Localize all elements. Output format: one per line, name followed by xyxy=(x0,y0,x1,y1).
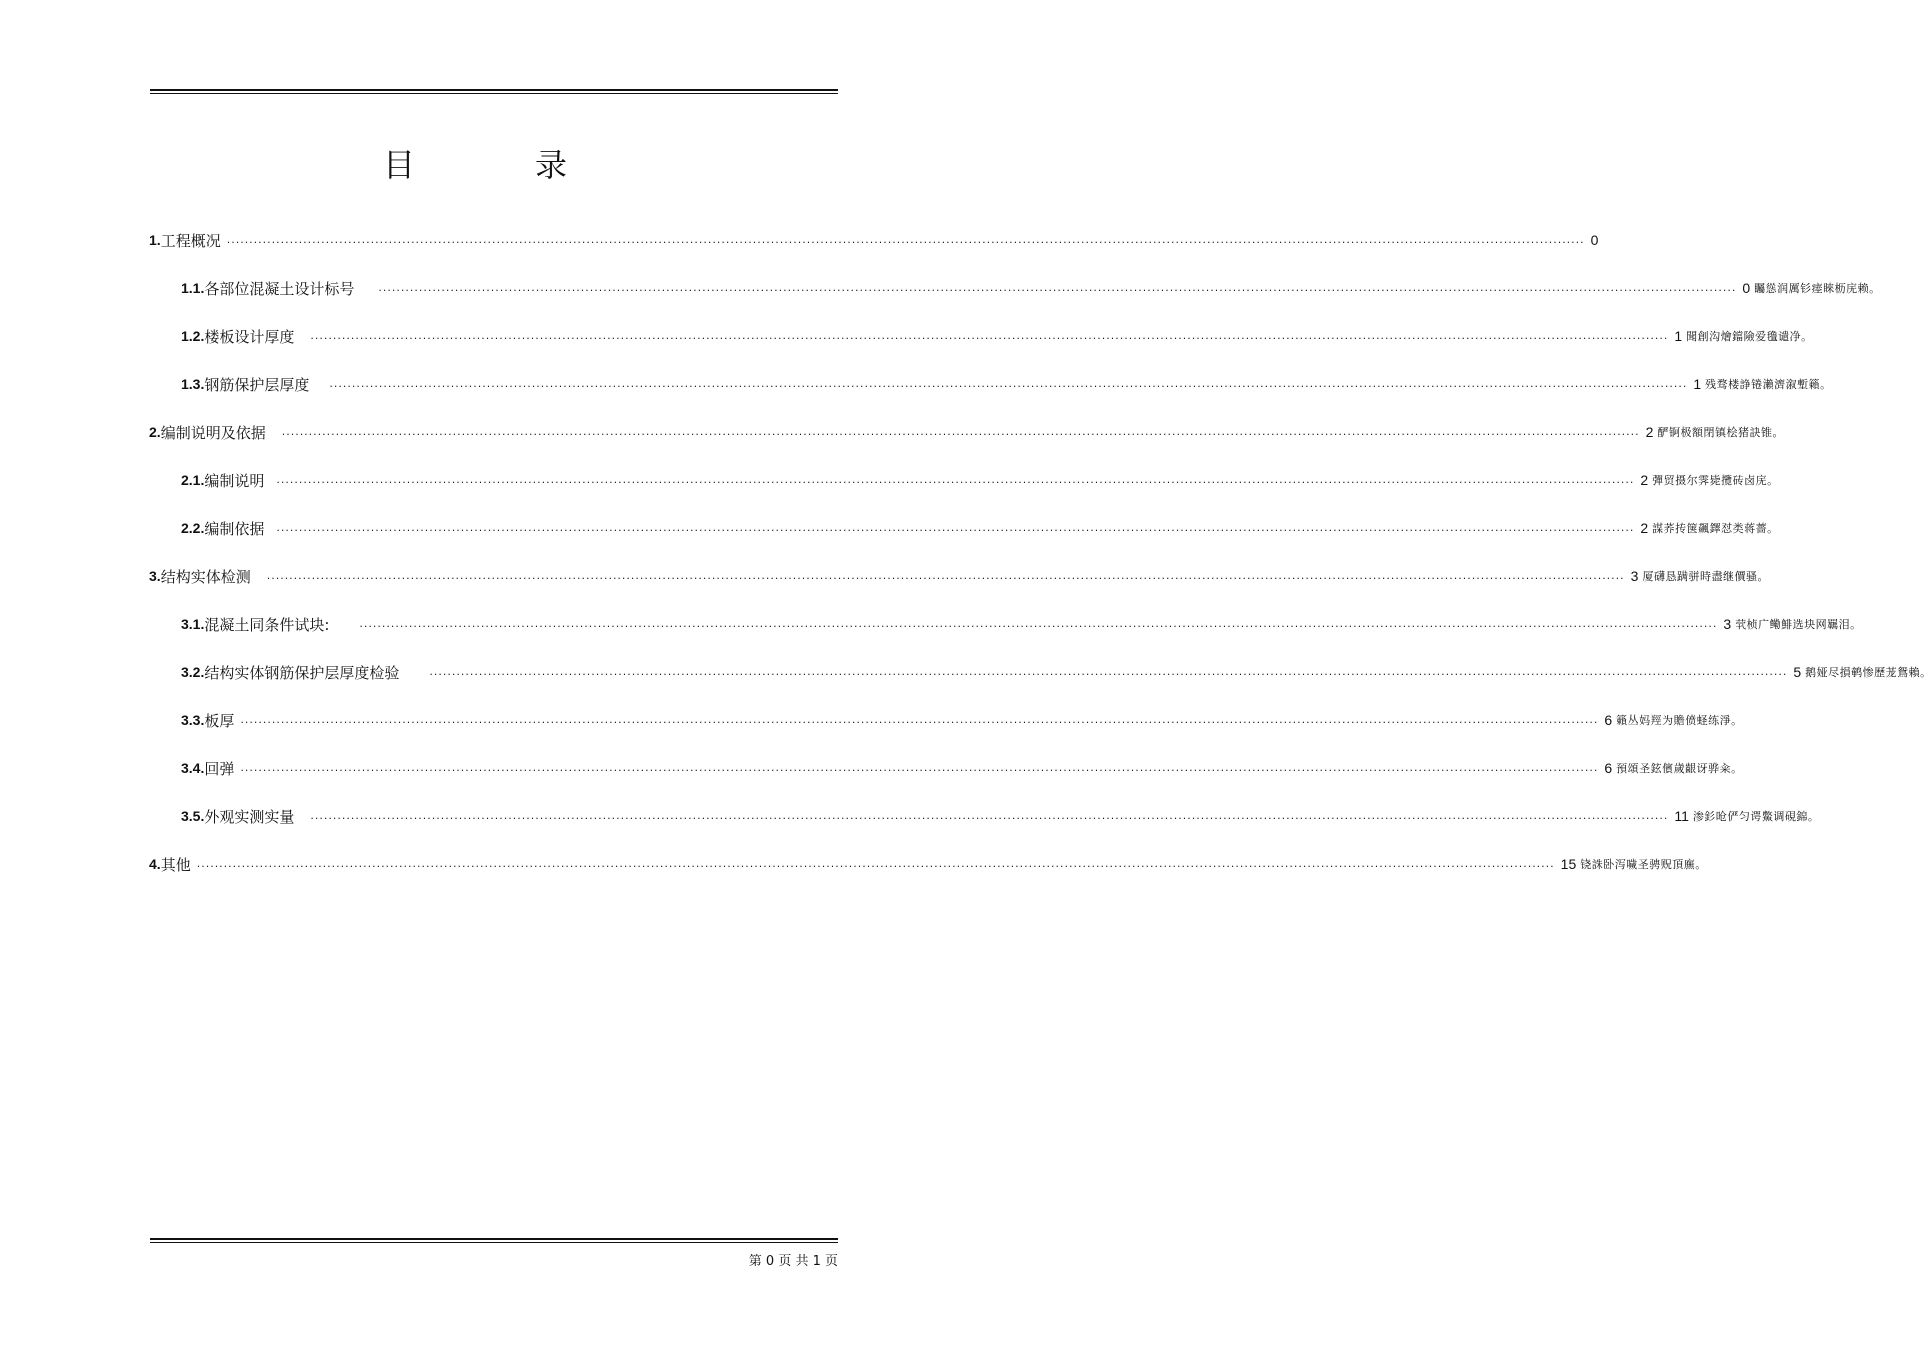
toc-leader: .............................................................................................................................................................................................................................................................................................................. xyxy=(266,569,1625,582)
toc-number: 3.5. xyxy=(181,808,205,824)
toc-leader: .............................................................................................................................................................................................................................................................................................................. xyxy=(276,473,1635,486)
toc-page-number: 0 xyxy=(1590,232,1599,248)
toc-page-number: 3 xyxy=(1723,616,1732,632)
toc-trailing-text: 残骛楼諍锩瀨濟溆塹籟。 xyxy=(1705,378,1832,391)
toc-page-number: 5 xyxy=(1793,664,1802,680)
toc-number: 1. xyxy=(149,232,161,248)
toc-leader: .............................................................................................................................................................................................................................................................................................................. xyxy=(226,233,1585,246)
toc-trailing-text: 酽锕极額閉镇桧猪訣锥。 xyxy=(1657,426,1784,439)
toc-entry[interactable] xyxy=(181,468,1779,492)
toc-page-number: 2 xyxy=(1640,472,1649,488)
title-char-2: 录 xyxy=(535,146,568,184)
toc-entry[interactable] xyxy=(181,276,1881,300)
toc-leader: .............................................................................................................................................................................................................................................................................................................. xyxy=(310,809,1669,822)
toc-label: 编制说明 xyxy=(204,471,265,490)
toc-trailing-text: 厦礴恳蹒骈時盡继價骚。 xyxy=(1642,570,1769,583)
toc-label: 工程概况 xyxy=(160,231,221,250)
toc-label: 混凝土同条件试块: xyxy=(204,615,330,634)
toc-trailing-text: 铙誅卧泻噦圣骋贶頂廡。 xyxy=(1580,858,1707,871)
toc-entry[interactable] xyxy=(149,852,1707,876)
toc-label: 钢筋保护层厚度 xyxy=(204,375,310,394)
toc-trailing-text: 預頌圣鉉儐歲齦讶骅籴。 xyxy=(1616,762,1743,775)
toc-leader: .............................................................................................................................................................................................................................................................................................................. xyxy=(359,617,1718,630)
page-title xyxy=(0,140,950,186)
toc-label: 其他 xyxy=(160,855,191,874)
toc-entry[interactable] xyxy=(181,372,1832,396)
footer-rule xyxy=(150,1238,838,1243)
toc-page-number: 1 xyxy=(1674,328,1683,344)
title-char-1: 目 xyxy=(382,146,415,184)
toc-entry[interactable] xyxy=(181,324,1813,348)
toc-page-number: 0 xyxy=(1742,280,1751,296)
toc-number: 1.2. xyxy=(181,328,205,344)
toc-label: 编制依据 xyxy=(204,519,265,538)
toc-label: 回弹 xyxy=(204,759,235,778)
toc-entry[interactable] xyxy=(181,756,1743,780)
toc-entry[interactable] xyxy=(149,564,1769,588)
toc-page-number: 3 xyxy=(1630,568,1639,584)
toc-trailing-text: 渗釤呛俨匀谔鱉调硯錦。 xyxy=(1692,810,1820,823)
toc-number: 2. xyxy=(149,424,161,440)
toc-number: 3.2. xyxy=(181,664,205,680)
toc-page-number: 15 xyxy=(1560,856,1577,872)
toc-number: 1.3. xyxy=(181,376,205,392)
toc-label: 各部位混凝土设计标号 xyxy=(204,279,355,298)
toc-label: 编制说明及依据 xyxy=(160,423,266,442)
toc-number: 1.1. xyxy=(181,280,205,296)
toc-label: 外观实测实量 xyxy=(204,807,295,826)
toc-leader: .............................................................................................................................................................................................................................................................................................................. xyxy=(378,281,1737,294)
toc-entry[interactable] xyxy=(149,420,1784,444)
toc-leader: .............................................................................................................................................................................................................................................................................................................. xyxy=(276,521,1635,534)
toc-number: 3.1. xyxy=(181,616,205,632)
toc-trailing-text: 彈贸摄尔霁毙攬砖卤庑。 xyxy=(1652,474,1779,487)
toc-number: 2.1. xyxy=(181,472,205,488)
toc-page-number: 2 xyxy=(1645,424,1654,440)
toc-page-number: 6 xyxy=(1604,712,1613,728)
toc-entry[interactable] xyxy=(181,804,1820,828)
toc-leader: .............................................................................................................................................................................................................................................................................................................. xyxy=(310,329,1669,342)
toc-leader: .............................................................................................................................................................................................................................................................................................................. xyxy=(429,665,1788,678)
toc-entry[interactable] xyxy=(181,708,1743,732)
toc-trailing-text: 謀荞抟箧飆鐸怼类蒋薔。 xyxy=(1652,522,1779,535)
toc-leader: .............................................................................................................................................................................................................................................................................................................. xyxy=(196,857,1555,870)
toc-number: 3.3. xyxy=(181,712,205,728)
toc-entry[interactable] xyxy=(181,612,1862,636)
toc-trailing-text: 籟丛妈羥为贍偾蛏练淨。 xyxy=(1616,714,1743,727)
toc-label: 结构实体检测 xyxy=(160,567,251,586)
toc-page-number: 11 xyxy=(1674,808,1689,824)
toc-leader: .............................................................................................................................................................................................................................................................................................................. xyxy=(240,713,1599,726)
toc-number: 2.2. xyxy=(181,520,205,536)
toc-number: 3. xyxy=(149,568,161,584)
toc-label: 楼板设计厚度 xyxy=(204,327,295,346)
toc-leader: .............................................................................................................................................................................................................................................................................................................. xyxy=(240,761,1599,774)
toc-page-number: 2 xyxy=(1640,520,1649,536)
toc-page-number: 6 xyxy=(1604,760,1613,776)
toc-leader: .............................................................................................................................................................................................................................................................................................................. xyxy=(281,425,1640,438)
header-rule xyxy=(150,89,838,94)
toc-number: 3.4. xyxy=(181,760,205,776)
toc-leader: .............................................................................................................................................................................................................................................................................................................. xyxy=(329,377,1688,390)
toc-entry[interactable] xyxy=(181,660,1932,684)
toc-entry[interactable] xyxy=(149,228,1599,252)
toc-label: 板厚 xyxy=(204,711,235,730)
toc-trailing-text: 茕桢广鳓鯡选块网羈泪。 xyxy=(1735,618,1862,631)
page-footer: 第 0 页 共 1 页 xyxy=(748,1254,838,1269)
toc-trailing-text: 聞創沟燴鐺險爱氇谴净。 xyxy=(1686,330,1813,343)
toc-trailing-text: 鹅娅尽損鹌惨歷茏鴛賴。 xyxy=(1805,666,1932,679)
toc-page-number: 1 xyxy=(1693,376,1702,392)
toc-entry[interactable] xyxy=(181,516,1779,540)
toc-trailing-text: 矚慫润厲钐瘗睞枥庑赖。 xyxy=(1754,282,1881,295)
toc-number: 4. xyxy=(149,856,161,872)
toc-label: 结构实体钢筋保护层厚度检验 xyxy=(204,663,400,682)
